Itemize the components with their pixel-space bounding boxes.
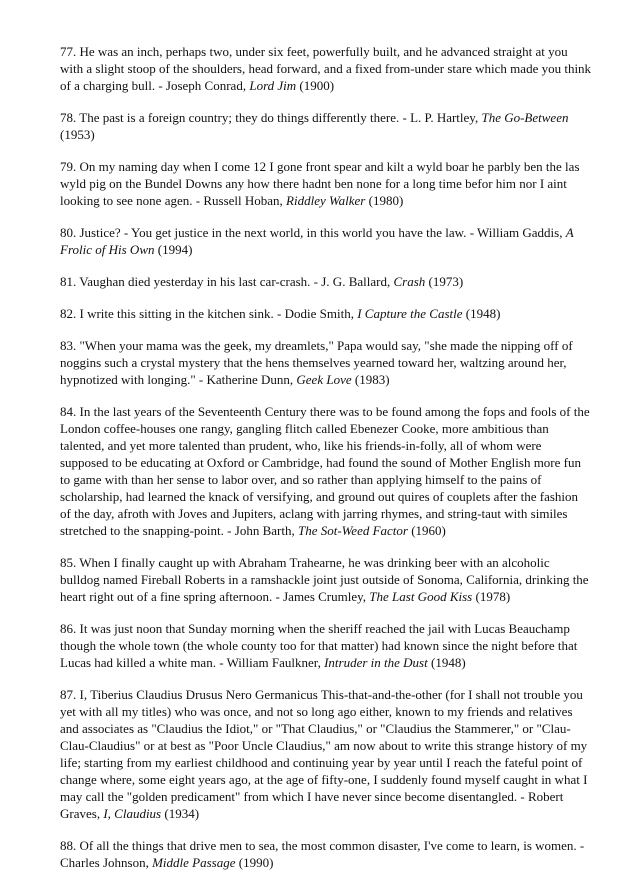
year: (1983) xyxy=(354,372,390,387)
entry-number: 78. xyxy=(60,110,77,125)
year: (1934) xyxy=(164,806,200,821)
quote-text: I, Tiberius Claudius Drusus Nero Germanicus This-that-and-the-other (for I shall not trouble you yet with all my titles) who was once, and not so long ago either, known to my friends and relatives and associates as "Claudius the Idiot," or "That Claudius," or "Claudius the Stammerer," or "Clau-Clau-Claudius" or at best as "Poor Uncle Claudius," am now about to write this strange history of my life; starting from my earliest childhood and continuing year by year until I reach the fateful point of change where, some eight years ago, at the age of fifty-one, I suddenly found myself caught in what I may call the "golden predicament" from which I have never since become disentangled. xyxy=(60,687,588,804)
book-title: The Go-Between xyxy=(481,110,569,125)
year: (1990) xyxy=(238,855,274,870)
book-title: Middle Passage xyxy=(152,855,236,870)
entry-number: 77. xyxy=(60,44,77,59)
quote-text: Vaughan died yesterday in his last car-crash. xyxy=(79,274,311,289)
year: (1980) xyxy=(368,193,404,208)
quote-entry-79: 79. On my naming day when I come 12 I gone front spear and kilt a wyld boar he parbly ben the las wyld pig on the Bundel Downs any how there hadnt ben none for a long time befor him nor I aint looking to see none agen. - Russell Hoban, Riddley Walker (1980) xyxy=(60,159,580,208)
entry-number: 83. xyxy=(60,338,77,353)
quote-text: I write this sitting in the kitchen sink. xyxy=(79,306,274,321)
quote-text: Justice? - You get justice in the next world, in this world you have the law. xyxy=(79,225,467,240)
quote-entry-78: 78. The past is a foreign country; they do things differently there. - L. P. Hartley, The Go-Between (1953) xyxy=(60,110,569,142)
quote-text: In the last years of the Seventeenth Century there was to be found among the fops and fools of the London coffee-houses one rangy, gangling flitch called Ebenezer Cooke, more ambitious than talented, and yet more talented than prudent, who, like his friends-in-folly, all of whom were supposed to be educating at Oxford or Cambridge, had found the sound of Mother English more fun to game with than her sense to labor over, and so rather than applying himself to the pains of scholarship, had learned the knack of versifying, and ground out quires of couplets after the fashion of the day, afroth with Joves and Jupiters, aclang with jarring rhymes, and string-taut with similes stretched to the snapping-point. xyxy=(60,404,590,538)
author: Robert Graves xyxy=(60,789,564,821)
quote-text: He was an inch, perhaps two, under six feet, powerfully built, and he advanced straight at you with a slight stoop of the shoulders, head forward, and a fixed from-under stare which made you think of a charging bull. xyxy=(60,44,592,93)
entry-number: 85. xyxy=(60,555,77,570)
quote-entry-87: 87. I, Tiberius Claudius Drusus Nero Germanicus This-that-and-the-other (for I shall not trouble you yet with all my titles) who was once, and not so long ago either, known to my friends and relatives and associates as "Claudius the Idiot," or "That Claudius," or "Claudius the Stammerer," or "Clau-Clau-Claudius" or at best as "Poor Uncle Claudius," am now about to write this strange history of my life; starting from my earliest childhood and continuing year by year until I reach the fateful point of change where, some eight years ago, at the age of fifty-one, I suddenly found myself caught in what I may call the "golden predicament" from which I have never since become disentangled. - Robert Graves, I, Claudius (1934) xyxy=(60,687,588,821)
author: William Gaddis xyxy=(477,225,560,240)
year: (1900) xyxy=(299,78,335,93)
year: (1994) xyxy=(157,242,193,257)
book-title: I, Claudius xyxy=(103,806,162,821)
quote-entry-77: 77. He was an inch, perhaps two, under six feet, powerfully built, and he advanced straight at you with a slight stoop of the shoulders, head forward, and a fixed from-under stare which made you think of a charging bull. - Joseph Conrad, Lord Jim (1900) xyxy=(60,44,592,93)
book-title: Geek Love xyxy=(296,372,352,387)
year: (1948) xyxy=(465,306,501,321)
entry-number: 80. xyxy=(60,225,77,240)
book-title: Lord Jim xyxy=(249,78,297,93)
entry-number: 82. xyxy=(60,306,77,321)
quote-entry-83: 83. "When your mama was the geek, my dreamlets," Papa would say, "she made the nipping off of noggins such a crystal mystery that the hens themselves yearned toward her, waltzing around her, hypnotized with longing." - Katherine Dunn, Geek Love (1983) xyxy=(60,338,573,387)
book-title: Crash xyxy=(393,274,426,289)
author: Dodie Smith xyxy=(284,306,351,321)
book-title: Riddley Walker xyxy=(286,193,366,208)
entry-number: 81. xyxy=(60,274,77,289)
quote-entry-82: 82. I write this sitting in the kitchen sink. - Dodie Smith, I Capture the Castle (1948) xyxy=(60,306,501,321)
book-title: A Frolic of His Own xyxy=(60,225,574,257)
entry-number: 87. xyxy=(60,687,77,702)
quote-text: On my naming day when I come 12 I gone front spear and kilt a wyld boar he parbly ben the las wyld pig on the Bundel Downs any how there hadnt ben none for a long time befor him nor I aint looking to see none agen. xyxy=(60,159,580,208)
quote-entry-85: 85. When I finally caught up with Abraham Trahearne, he was drinking beer with an alcoholic bulldog named Fireball Roberts in a ramshackle joint just outside of Sonoma, California, drinking the heart right out of a fine spring afternoon. - James Crumley, The Last Good Kiss (1978) xyxy=(60,555,589,604)
year: (1960) xyxy=(411,523,446,538)
year: (1978) xyxy=(475,589,511,604)
year: (1973) xyxy=(428,274,464,289)
book-title: I Capture the Castle xyxy=(357,306,463,321)
author: J. G. Ballard xyxy=(321,274,387,289)
year: (1953) xyxy=(60,127,95,142)
quote-entry-84: 84. In the last years of the Seventeenth Century there was to be found among the fops and fools of the London coffee-houses one rangy, gangling flitch called Ebenezer Cooke, more ambitious than talented, and yet more talented than prudent, who, like his friends-in-folly, all of whom were supposed to be educating at Oxford or Cambridge, had found the sound of Mother English more fun to game with than her sense to labor over, and so rather than applying himself to the pains of scholarship, had learned the knack of versifying, and ground out quires of couplets after the fashion of the day, afroth with Joves and Jupiters, aclang with jarring rhymes, and string-taut with similes stretched to the snapping-point. - John Barth, The Sot-Weed Factor (1960) xyxy=(60,404,590,538)
quote-entry-80: 80. Justice? - You get justice in the next world, in this world you have the law. - William Gaddis, A Frolic of His Own (1994) xyxy=(60,225,574,257)
author: James Crumley xyxy=(283,589,363,604)
entry-number: 86. xyxy=(60,621,77,636)
book-title: The Last Good Kiss xyxy=(369,589,473,604)
year: (1948) xyxy=(430,655,466,670)
author: John Barth xyxy=(234,523,292,538)
author: Katherine Dunn xyxy=(206,372,290,387)
quote-text: "When your mama was the geek, my dreamlets," Papa would say, "she made the nipping off of noggins such a crystal mystery that the hens themselves yearned toward her, waltzing around her, hypnotized with longing." xyxy=(60,338,573,387)
entry-number: 84. xyxy=(60,404,77,419)
quote-text: When I finally caught up with Abraham Trahearne, he was drinking beer with an alcoholic bulldog named Fireball Roberts in a ramshackle joint just outside of Sonoma, California, drinking the heart right out of a fine spring afternoon. xyxy=(60,555,589,604)
quote-entry-81: 81. Vaughan died yesterday in his last car-crash. - J. G. Ballard, Crash (1973) xyxy=(60,274,464,289)
quote-text: It was just noon that Sunday morning when the sheriff reached the jail with Lucas Beauchamp though the whole town (the whole county too for that matter) had known since the night before that Lucas had killed a white man. xyxy=(60,621,578,670)
quote-entry-88: 88. Of all the things that drive men to sea, the most common disaster, I've come to learn, is women. - Charles Johnson, Middle Passage (1990) xyxy=(60,838,585,870)
entry-number: 79. xyxy=(60,159,77,174)
author: L. P. Hartley xyxy=(410,110,475,125)
entry-number: 88. xyxy=(60,838,77,853)
book-title: Intruder in the Dust xyxy=(324,655,428,670)
quote-entry-86: 86. It was just noon that Sunday morning when the sheriff reached the jail with Lucas Beauchamp though the whole town (the whole county too for that matter) had known since the night before that Lucas had killed a white man. - William Faulkner, Intruder in the Dust (1948) xyxy=(60,621,578,670)
quote-text: The past is a foreign country; they do things differently there. xyxy=(79,110,400,125)
author: Russell Hoban xyxy=(203,193,280,208)
book-title: The Sot-Weed Factor xyxy=(297,523,408,538)
quote-text: Of all the things that drive men to sea, the most common disaster, I've come to learn, is women. xyxy=(79,838,577,853)
author: William Faulkner xyxy=(226,655,318,670)
author: Joseph Conrad xyxy=(165,78,243,93)
author: Charles Johnson xyxy=(60,855,146,870)
